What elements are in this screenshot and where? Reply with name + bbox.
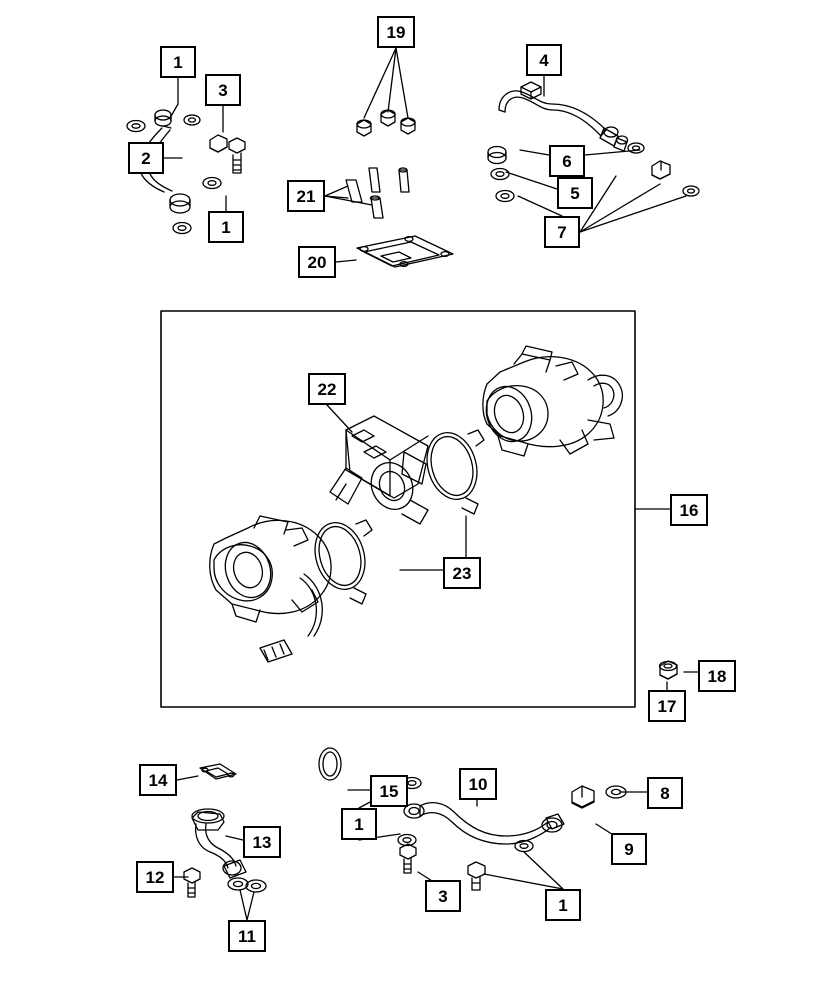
group-nut-washer	[660, 661, 699, 690]
callout-14[interactable]: 14	[139, 764, 177, 796]
callout-23[interactable]: 23	[443, 557, 481, 589]
callout-3-upper-left[interactable]: 3	[205, 74, 241, 106]
group-oil-return-line	[488, 76, 699, 232]
callout-6[interactable]: 6	[549, 145, 585, 177]
callout-13[interactable]: 13	[243, 826, 281, 858]
callout-5[interactable]: 5	[557, 177, 593, 209]
callout-21[interactable]: 21	[287, 180, 325, 212]
callout-2[interactable]: 2	[128, 142, 164, 174]
callout-1-lower-left[interactable]: 1	[208, 211, 244, 243]
callout-8[interactable]: 8	[647, 777, 683, 809]
callout-7[interactable]: 7	[544, 216, 580, 248]
callout-17[interactable]: 17	[648, 690, 686, 722]
callout-4[interactable]: 4	[526, 44, 562, 76]
callout-18[interactable]: 18	[698, 660, 736, 692]
callout-1-bottom-right[interactable]: 1	[545, 889, 581, 921]
callout-9[interactable]: 9	[611, 833, 647, 865]
callout-1-upper-left[interactable]: 1	[160, 46, 196, 78]
callout-15[interactable]: 15	[370, 775, 408, 807]
callout-10[interactable]: 10	[459, 768, 497, 800]
callout-1-bottom-left[interactable]: 1	[341, 808, 377, 840]
group-turbocharger-assembly	[161, 311, 670, 707]
callout-11[interactable]: 11	[228, 920, 266, 952]
callout-19[interactable]: 19	[377, 16, 415, 48]
group-studs-gasket	[325, 48, 453, 267]
callout-16[interactable]: 16	[670, 494, 708, 526]
callout-20[interactable]: 20	[298, 246, 336, 278]
callout-3-bottom[interactable]: 3	[425, 880, 461, 912]
callout-12[interactable]: 12	[136, 861, 174, 893]
callout-22[interactable]: 22	[308, 373, 346, 405]
